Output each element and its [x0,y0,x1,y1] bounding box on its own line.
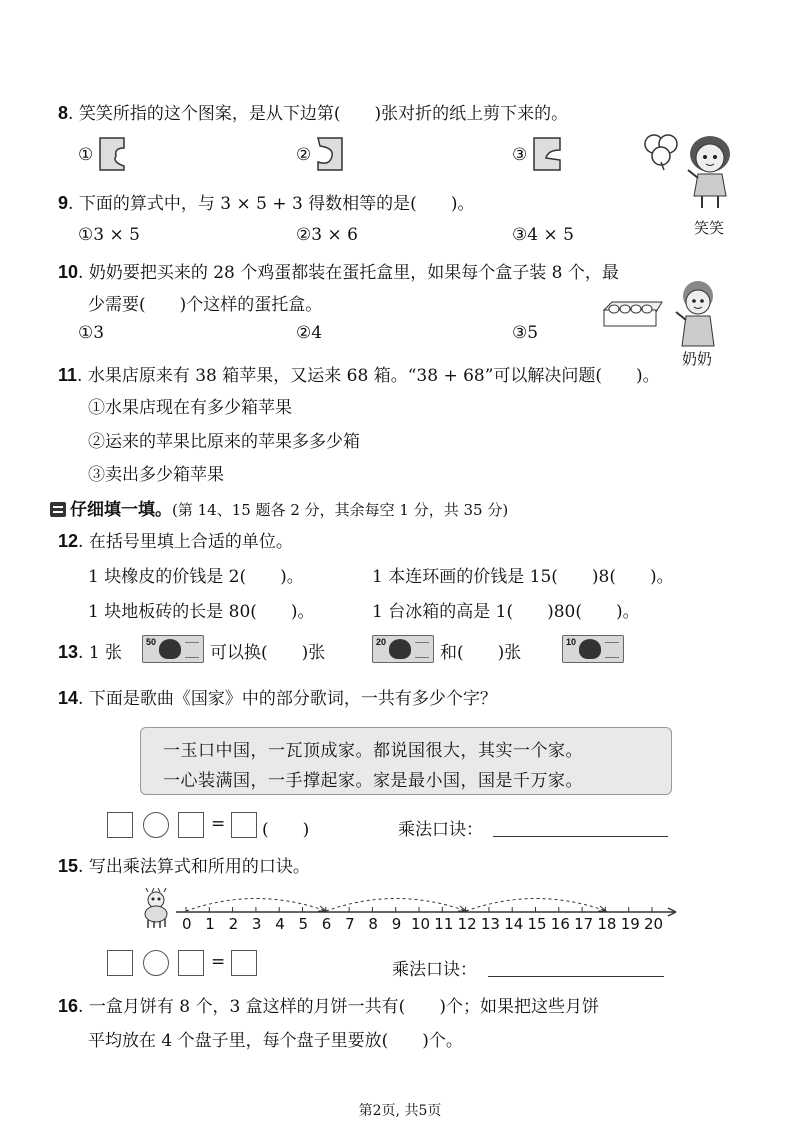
q14-equals: = [211,814,226,834]
number-line-tick-label: 14 [504,915,524,933]
number-line-tick-label: 16 [550,915,570,933]
q14-stem [58,684,497,709]
number-line-tick-label: 19 [620,915,640,933]
q14-number: 14 [58,688,79,708]
q10-stem-line1 [58,258,619,283]
q9-number: 9 [58,193,69,213]
q11-text: . 水果店原来有 38 箱苹果，又运来 68 箱。“38 + 68”可以解决问题( )。 [77,366,660,386]
grandma-icon [670,278,724,348]
q13-text-1: . 1 张 [78,643,123,663]
q15-factor-box-1[interactable] [107,950,133,976]
q12-text: . 在括号里填上合适的单位。 [78,532,293,552]
page-footer: 第2页, 共5页 [358,1103,442,1119]
q16-stem-line1 [58,992,599,1017]
number-line-tick-label: 17 [574,915,594,933]
q9-option-2: ②3 × 6 [296,225,358,245]
q9-option-3: ③4 × 5 [512,225,574,245]
xiaoxiao-label: 笑笑 [694,219,725,237]
section-number-icon [50,502,66,517]
number-line-tick-label: 10 [411,915,431,933]
q11-option-3: ③卖出多少箱苹果 [88,465,224,485]
q15-number: 15 [58,856,79,876]
q14-result-box[interactable] [231,812,257,838]
q15-stem [58,852,310,877]
q12-line2a: 1 块地板砖的长是 80( )。 [88,602,315,622]
q15-equals: = [211,952,226,972]
number-line-tick-label: 0 [182,915,192,933]
q9-stem [58,189,474,214]
q8-option-3: ③ [512,145,528,165]
q13-part2: 可以换( )张 [210,643,326,663]
number-line-tick-label: 7 [345,915,355,933]
q10-stem-line2: 少需要( )个这样的蛋托盒。 [88,295,323,315]
clover-icon [640,132,684,172]
q8-number: 8 [58,103,69,123]
q9-text: . 下面的算式中，与 3 × 5 + 3 得数相等的是( )。 [68,194,475,214]
q13-part1 [58,638,122,663]
q10-option-1: ①3 [78,323,105,343]
banknote-10-icon: 10 [562,635,624,663]
q15-formula-label: 乘法口诀： [392,960,477,980]
q14-factor-box-2[interactable] [178,812,204,838]
q13-part3: 和( )张 [440,643,522,663]
q16-stem-line2: 平均放在 4 个盘子里，每个盘子里要放( )个。 [88,1031,463,1051]
number-line-tick-label: 3 [251,915,262,933]
q8-paper-3-icon [532,136,562,172]
q11-number: 11 [58,365,78,385]
q11-option-2: ②运来的苹果比原来的苹果多多少箱 [88,432,360,452]
q11-stem [58,361,660,386]
section-heading [50,495,508,520]
q13-number: 13 [58,642,79,662]
q15-text: . 写出乘法算式和所用的口诀。 [78,857,310,877]
number-line-tick-label: 1 [205,915,215,933]
q11-option-1: ①水果店现在有多少箱苹果 [88,398,292,418]
banknote-20-icon: 20 [372,635,434,663]
q8-paper-1-icon [98,136,128,172]
number-line-tick-label: 5 [298,915,309,933]
q9-option-1: ①3 × 5 [78,225,140,245]
egg-tray-icon [600,300,664,330]
q14-unit-blank: ( ) [262,820,310,840]
q12-stem [58,527,293,552]
lyrics-line-2: 一心装满国，一手撑起家。家是最小国，国是千万家。 [163,771,583,791]
number-line-tick-label: 2 [228,915,239,933]
q10-option-3: ③5 [512,323,539,343]
number-line [172,884,682,918]
deer-icon [138,888,174,930]
q8-text: . 笑笑所指的这个图案，是从下边第( )张对折的纸上剪下来的。 [68,104,569,124]
q15-factor-box-2[interactable] [178,950,204,976]
q16-number: 16 [58,996,79,1016]
number-line-tick-label: 20 [644,915,664,933]
q16-text-1: . 一盒月饼有 8 个，3 盒这样的月饼一共有( )个；如果把这些月饼 [78,997,599,1017]
banknote-50-icon: 50 [142,635,204,663]
q14-operator-circle[interactable] [143,812,169,838]
girl-xiaoxiao-icon [684,130,736,212]
number-line-tick-label: 4 [275,915,285,933]
q8-stem [58,99,568,124]
number-line-tick-label: 13 [480,915,500,933]
q14-formula-answer-line[interactable] [493,836,668,837]
lyrics-line-1: 一玉口中国，一瓦顶成家。都说国很大，其实一个家。 [163,741,583,761]
q14-factor-box-1[interactable] [107,812,133,838]
number-line-tick-label: 15 [527,915,547,933]
section-note: (第 14、15 题各 2 分，其余每空 1 分，共 35 分) [172,501,509,519]
q8-option-2: ② [296,145,312,165]
q10-text-1: . 奶奶要把买来的 28 个鸡蛋都装在蛋托盒里，如果每个盒子装 8 个，最 [78,263,619,283]
number-line-tick-label: 11 [434,915,454,933]
lyrics-box [140,727,672,795]
q8-paper-2-icon [316,136,346,172]
number-line-tick-label: 18 [597,915,617,933]
q15-result-box[interactable] [231,950,257,976]
q15-formula-answer-line[interactable] [488,976,664,977]
section-title: 仔细填一填。 [70,500,172,520]
q14-formula-label: 乘法口诀： [398,820,483,840]
q10-option-2: ②4 [296,323,323,343]
number-line-tick-label: 9 [391,915,402,933]
q12-line1a: 1 块橡皮的价钱是 2( )。 [88,567,304,587]
q12-number: 12 [58,531,79,551]
number-line-tick-label: 6 [321,915,332,933]
q14-text: . 下面是歌曲《国家》中的部分歌词，一共有多少个字？ [78,689,497,709]
q8-option-1: ① [78,145,94,165]
number-line-tick-label: 12 [457,915,477,933]
number-line-tick-label: 8 [368,915,378,933]
q10-number: 10 [58,262,79,282]
q12-line1b: 1 本连环画的价钱是 15( )8( )。 [372,567,674,587]
q12-line2b: 1 台冰箱的高是 1( )80( )。 [372,602,640,622]
q15-operator-circle[interactable] [143,950,169,976]
grandma-label: 奶奶 [682,350,713,368]
